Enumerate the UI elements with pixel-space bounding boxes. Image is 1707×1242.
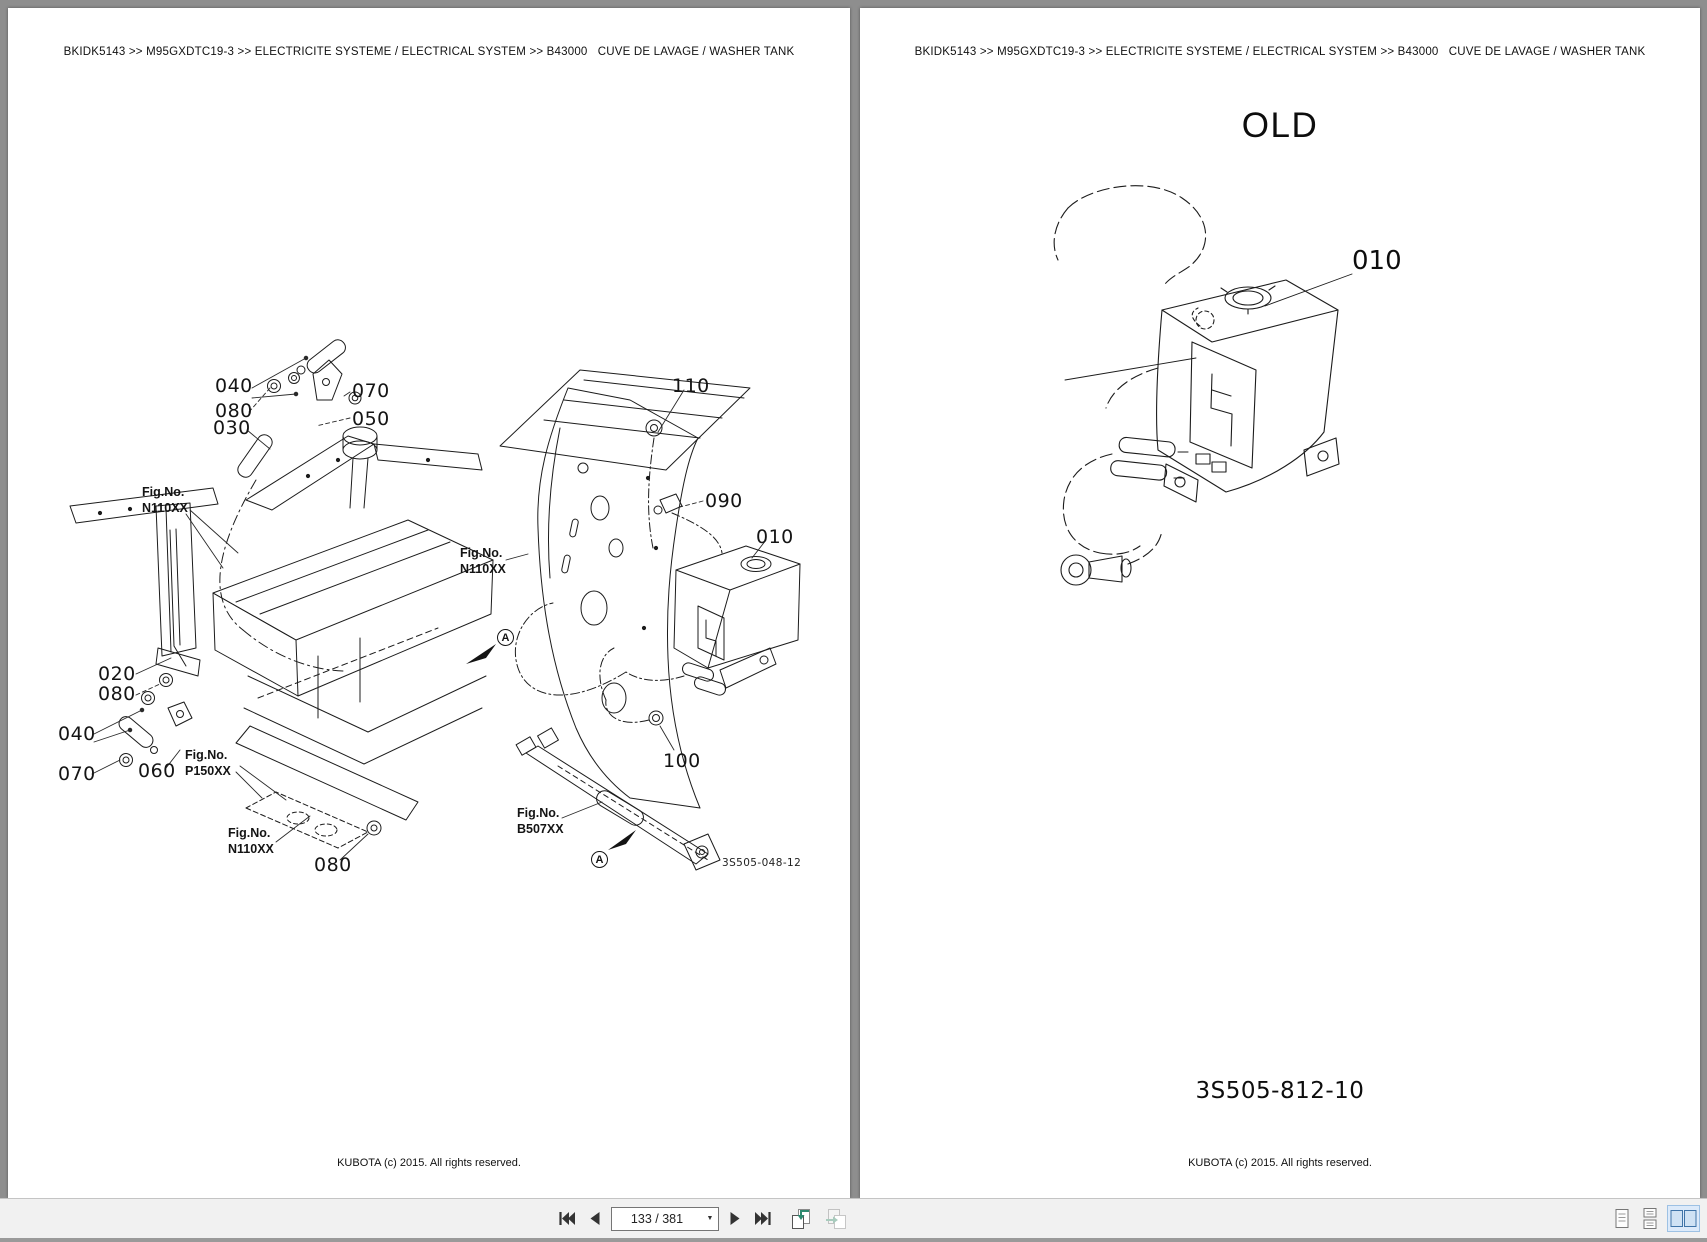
part-label: 050	[352, 408, 390, 430]
part-label: 080	[98, 683, 136, 705]
last-page-icon	[754, 1211, 772, 1226]
part-label: 030	[213, 417, 251, 439]
next-page-icon	[729, 1211, 742, 1226]
right-page-header: BKIDK5143 >> M95GXDTC19-3 >> ELECTRICITE SYSTEME / ELECTRICAL SYSTEM >> B43000 CUVE DE LAVAGE / WASHER TANK	[914, 46, 1646, 58]
drawing-ref: 3S505-048-12	[722, 857, 802, 869]
detail-view-marker: A	[591, 851, 608, 868]
left-page-header: BKIDK5143 >> M95GXDTC19-3 >> ELECTRICITE SYSTEME / ELECTRICAL SYSTEM >> B43000 CUVE DE LAVAGE / WASHER TANK	[63, 46, 795, 58]
part-label: 040	[215, 375, 253, 397]
right-page	[860, 8, 1700, 1198]
part-label: 070	[58, 763, 96, 785]
figure-reference: Fig.No. B507XX	[517, 806, 564, 836]
page-number-box	[611, 1207, 719, 1231]
next-page-button[interactable]	[727, 1209, 744, 1228]
first-page-icon	[558, 1211, 576, 1226]
replace-pages-button[interactable]	[786, 1205, 814, 1233]
figure-reference: Fig.No. N110XX	[460, 546, 506, 576]
part-label: 070	[352, 380, 390, 402]
part-label: 100	[663, 750, 701, 772]
left-page-footer: KUBOTA (c) 2015. All rights reserved.	[337, 1157, 521, 1169]
detail-view-marker: A	[497, 629, 514, 646]
bottom-toolbar	[0, 1198, 1707, 1242]
insert-pages-button	[822, 1205, 850, 1233]
replace-pages-icon	[788, 1207, 812, 1231]
part-label: 020	[98, 663, 136, 685]
previous-page-button[interactable]	[586, 1209, 603, 1228]
drawing-part-number: 3S505-812-10	[1195, 1078, 1365, 1104]
figure-reference: Fig.No. N110XX	[142, 485, 188, 515]
previous-page-icon	[588, 1211, 601, 1226]
part-label: 080	[215, 400, 253, 422]
right-tank-diagram	[860, 8, 1700, 1198]
part-label: 060	[138, 760, 176, 782]
page-number-input[interactable]	[612, 1211, 702, 1227]
part-label: 090	[705, 490, 743, 512]
view-mode-controls	[1611, 1199, 1700, 1238]
figure-reference: Fig.No. P150XX	[185, 748, 231, 778]
page-navigation	[556, 1199, 850, 1238]
facing-pages-view-button[interactable]	[1667, 1205, 1700, 1232]
pumps	[1110, 436, 1226, 481]
tank-body	[1157, 280, 1339, 502]
part-label: 010	[1352, 246, 1402, 276]
last-page-button[interactable]	[752, 1209, 774, 1228]
part-label: 040	[58, 723, 96, 745]
old-version-title: OLD	[1241, 106, 1319, 145]
right-page-footer: KUBOTA (c) 2015. All rights reserved.	[1188, 1157, 1372, 1169]
page-dropdown-caret[interactable]: ▼	[706, 1214, 714, 1222]
part-label: 010	[756, 526, 794, 548]
filter-bulb	[1061, 555, 1131, 585]
insert-pages-icon-disabled	[824, 1207, 848, 1231]
left-label-overlay	[8, 8, 850, 1198]
hoses	[1054, 186, 1205, 564]
part-label: 080	[314, 854, 352, 876]
part-label: 110	[672, 375, 710, 397]
figure-reference: Fig.No. N110XX	[228, 826, 274, 856]
single-page-view-button[interactable]	[1611, 1205, 1633, 1232]
facing-pages-view-icon	[1670, 1208, 1697, 1229]
scrolling-view-button[interactable]	[1639, 1205, 1661, 1232]
left-page	[8, 8, 850, 1198]
single-page-view-icon	[1614, 1208, 1630, 1229]
scrolling-view-icon	[1642, 1208, 1658, 1229]
first-page-button[interactable]	[556, 1209, 578, 1228]
